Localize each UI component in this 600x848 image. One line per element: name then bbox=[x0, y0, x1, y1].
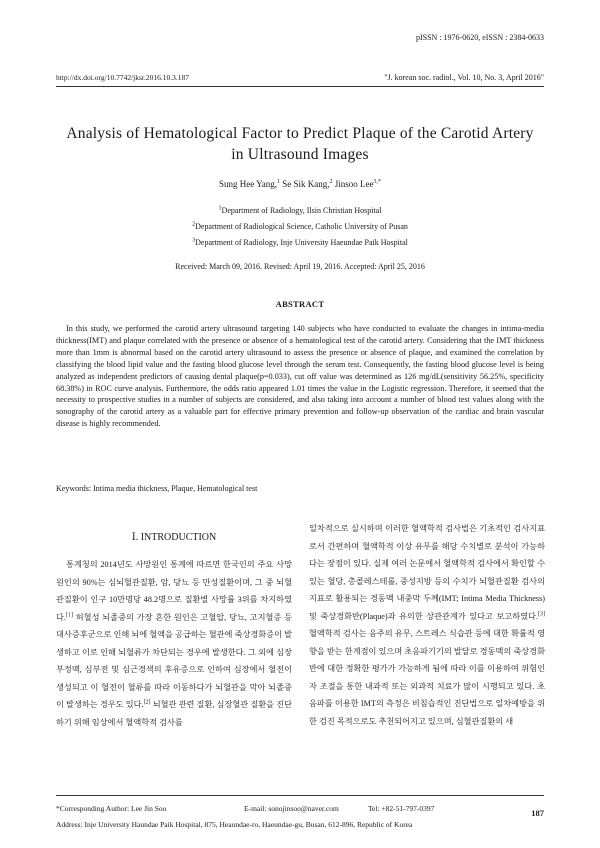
citation-3[interactable]: [3] bbox=[538, 610, 545, 617]
affiliation-2 bbox=[56, 222, 544, 231]
journal-citation: "J. korean soc. radiol., Vol. 10, No. 3, April 2016" bbox=[384, 73, 544, 82]
author-2: Se Sik Kang, bbox=[280, 179, 330, 189]
corresponding-address: Address: Inje University Haundae Paik Hospital, 875, Heaundae-ro, Haeundae-gu, Busan, 612-896, Republic of Korea bbox=[56, 820, 413, 829]
author-3-sup: 3,* bbox=[373, 179, 381, 185]
intro-text-1: 통계청의 2014년도 사망원인 통계에 따르면 한국인의 주요 사망 원인의 90%는 심뇌혈관질환, 암, 당뇨 등 만성질환이며, 그 중 뇌혈관질환이 인구 10만명당 48.2명으로 질환별 사망률 3위를 차지하였다. bbox=[56, 560, 292, 622]
affiliation-2-sup: 2 bbox=[192, 221, 196, 228]
corresponding-tel: Tel: +82-51-797-0397 bbox=[368, 804, 435, 813]
intro-text-4: 일차적으로 실시하며 이러한 혈액학적 검사법은 기초적인 검사지표로서 간편하며 혈액학적 이상 유무를 해당 수치별로 분석이 가능하다는 장점이 있다. 실제 여러 논문에서 혈액학적 검사에서 확인할 수 있는 혈당, 총콜레스테롤, 중성지방 등의 수치가 뇌혈관질환 검사의 지표로 활용되는 경동맥 내중막 두께(IMT; Intima Media Thickness) 및 죽상경화반(Plaque)과 유의한 상관관계가 있다고 보고하였다. bbox=[309, 524, 545, 621]
intro-right-column bbox=[309, 520, 545, 730]
intro-text-5: 혈액학적 검사는 음주의 유무, 스트레스 식습관 등에 대한 확률적 영향을 받는 한계점이 있으며 초음파기기의 발달로 경동맥의 죽상경화반에 대한 정확한 평가가 가능하게 됨에 따라 이를 이용하여 위험인자 조절을 통한 내과적 또는 외과적 치료가 많이 시행되고 있다. 초음파를 이용한 IMT의 측정은 비침습적인 진단법으로 일차예방을 위한 검진 목적으로도 추천되어지고 있으며, 심혈관질환의 새 bbox=[309, 629, 545, 726]
author-list bbox=[56, 179, 544, 189]
issn-line: pISSN : 1976-0620, eISSN : 2384-0633 bbox=[415, 33, 544, 42]
affiliation-3 bbox=[56, 238, 544, 247]
header-rule bbox=[56, 86, 544, 87]
affiliation-1-sup: 1 bbox=[218, 205, 222, 212]
title-line-1: Analysis of Hematological Factor to Predict Plaque of the Carotid Artery bbox=[66, 125, 534, 142]
title-line-2: in Ultrasound Images bbox=[231, 146, 369, 163]
citation-1[interactable]: [1] bbox=[65, 611, 73, 618]
citation-2[interactable]: [2] bbox=[143, 699, 151, 706]
intro-text-3: 뇌혈관 관련 질환, 심장혈관 질환을 진단하기 위해 임상에서 혈액학적 검사를 bbox=[56, 700, 292, 727]
received-dates: Received: March 09, 2016. Revised: April 19, 2016. Accepted: April 25, 2016 bbox=[175, 262, 425, 271]
affiliation-1-text: Department of Radiology, Ilsin Christian Hospital bbox=[221, 206, 382, 215]
abstract-body: In this study, we performed the carotid artery ultrasound targeting 140 subjects who have conducted to evaluate the changes in intima-media thickness(IMT) and plaque correlated with the presence or absence of a hematological test of the carotid artery. Considering that the IMT thickness more than 1mm is abnormal based on the carotid artery ultrasound to assess the presence or absence of plaque, and examined the correlation by classifying the blood lipid value and the fasting blood glucose level through the serum test. Consequently, the fasting blood glucose level is being analyzed as independent predictors of causing dental plaque(p=0.033), cut off value was determined as 126 mg/dL(sensitivity 56.25%, specificity 68.38%) in ROC curve analysis. Furthermore, the odds ratio appeared 1.01 times the value in the Logistic regression. Therefore, it seemed that the necessity to prospective studies in a number of subjects are considered, and also taking into account a number of blood test values along with the sonography of the carotid artery as a valuable part for effective primary prevention and follow-up observation of the cardiac and brain vascular disease is highly recommended. bbox=[56, 324, 544, 429]
abstract-heading: ABSTRACT bbox=[275, 299, 325, 309]
corresponding-email: E-mail: sonojinsoo@naver.com bbox=[244, 804, 339, 813]
doi-link[interactable]: http://dx.doi.org/10.7742/jksr.2016.10.3.187 bbox=[56, 73, 189, 82]
affiliation-2-text: Department of Radiological Science, Catholic University of Pusan bbox=[195, 222, 408, 231]
author-3: Jinsoo Lee bbox=[332, 179, 374, 189]
author-2-sup: 2 bbox=[329, 179, 333, 185]
affiliation-3-sup: 3 bbox=[192, 237, 196, 244]
footer-rule bbox=[56, 795, 544, 796]
author-1-sup: 1 bbox=[277, 179, 280, 185]
intro-text-2: 허혈성 뇌졸중의 가장 흔한 원인은 고혈압, 당뇨, 고지혈증 등 대사증후군으로 인해 뇌에 혈액을 공급하는 혈관에 죽상경화증이 발생하고 이로 인해 뇌혈류가 차단되는 경우에 발생한다. 그 외에 심장부정맥, 심부전 및 심근경색의 후유증으로 인하여 심장에서 혈전이 생성되고 이 혈전이 혈류를 따라 이동하다가 뇌혈관을 막아 뇌졸중이 발생하는 경우도 있다. bbox=[56, 612, 292, 709]
paper-title bbox=[40, 123, 560, 165]
author-1: Sung Hee Yang, bbox=[218, 179, 277, 189]
page-number: 187 bbox=[531, 808, 544, 818]
introduction-heading: Ⅰ. INTRODUCTION bbox=[131, 532, 217, 543]
corresponding-author: *Corresponding Author: Lee Jin Soo bbox=[56, 804, 167, 813]
affiliation-1 bbox=[56, 206, 544, 215]
affiliation-3-text: Department of Radiology, Inje University Haeundae Paik Hospital bbox=[195, 238, 408, 247]
keywords: Keywords: Intima media thickness, Plaque, Hematological test bbox=[56, 484, 258, 493]
intro-left-column bbox=[56, 556, 292, 731]
